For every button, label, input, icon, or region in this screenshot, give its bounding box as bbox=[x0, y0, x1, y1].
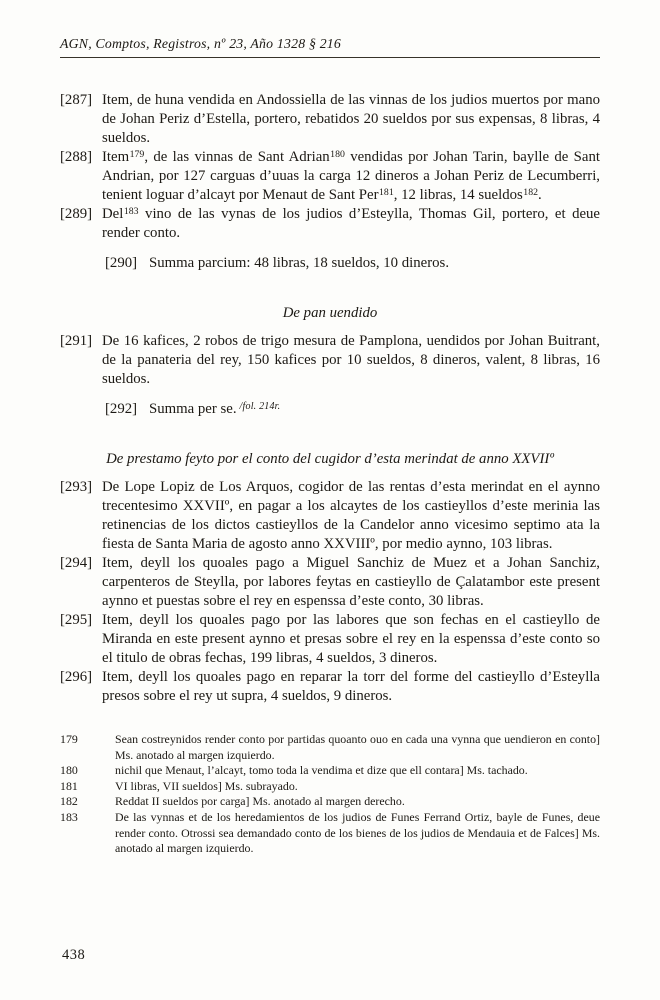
footnote-ref: 180 bbox=[330, 148, 345, 160]
footnote-number: 179 bbox=[60, 732, 78, 746]
entry-text: De Lope Lopiz de Los Arquos, cogidor de las rentas d’esta merindat en el aynno trecentesimo XXVIIº, en pagar a los alcaytes de los castieyllos d’este merinia las retinencias de los dictos castieyllos de la Candelor anno vicesimo septimo ata la fiesta de Santa Maria de agosto anno XXVIIIº, por medio aynno, 103 libras. bbox=[102, 479, 600, 552]
footnote-text: Sean costreynidos render conto por partidas quoanto ouo en cada una vynna que uendieron en conto] Ms. anotado al margen izquierdo. bbox=[115, 732, 600, 762]
entry-number: [294] bbox=[60, 555, 93, 571]
record-entry bbox=[60, 205, 600, 243]
entry-text: De 16 kafices, 2 robos de trigo mesura de Pamplona, uendidos por Johan Buitrant, de la panateria del rey, 150 kafices por 10 sueldos, 8 dineros, valent, 8 libras, 16 sueldos. bbox=[102, 333, 600, 387]
footnote-number: 183 bbox=[60, 809, 78, 824]
page-number: 438 bbox=[62, 947, 86, 963]
entry-text: Item$^{179}$, de las vinnas de Sant Adrian$^{180}$ vendidas por Johan Tarin, baylle de Sant Andrian, por 127 carguas d’uuas la carga 12 dineros a Johan Periz de Lecumberri, tenient loguar d’alcayt por Menaut de Sant Per$^{181}$, 12 libras, 14 sueldos$^{182}$. bbox=[102, 148, 600, 203]
footnote-text: VI libras, VII sueldos] Ms. subrayado. bbox=[115, 778, 298, 793]
footnote bbox=[60, 794, 600, 810]
footnote bbox=[60, 763, 600, 779]
summa-line bbox=[105, 400, 600, 419]
footnote bbox=[60, 810, 600, 857]
entry-number: [292] bbox=[105, 401, 138, 417]
footnote bbox=[60, 732, 600, 763]
entry-number: [291] bbox=[60, 333, 93, 349]
footnote-text: Reddat II sueldos por carga] Ms. anotado al margen derecho. bbox=[115, 794, 405, 809]
entry-text: Del$^{183}$ vino de las vynas de los judios d’Esteylla, Thomas Gil, portero, et deue render conto. bbox=[102, 205, 600, 241]
entry-text: Summa parcium: 48 libras, 18 sueldos, 10 dineros. bbox=[149, 255, 450, 271]
entry-number: [289] bbox=[60, 206, 93, 222]
footnote-ref: 179 bbox=[129, 148, 145, 160]
entry-number: [287] bbox=[60, 92, 93, 108]
entry-number: [293] bbox=[60, 479, 93, 495]
entry-text: Item, deyll los quoales pago en reparar la torr del forme del castieyllo d’Esteylla presos sobre el rey ut supra, 4 sueldos, 9 dineros. bbox=[102, 669, 600, 704]
folio-marker: /fol. 214r. bbox=[239, 400, 281, 412]
summa-line bbox=[105, 254, 600, 273]
entry-text: Item, deyll los quoales pago por las labores que son fechas en el castieyllo de Miranda en este present aynno et presas sobre el rey en la espenssa d’este conto so el titulo de obras fechas, 199 libras, 4 sueldos, 3 dineros. bbox=[102, 612, 600, 666]
footnote-text: De las vynnas et de los heredamientos de los judios de Funes Ferrand Ortiz, bayle de Funes, deue render conto. Otrossi sea demandado conto de los bienes de los judios de Mendauia et de Falces] Ms. anotado al margen izquierdo. bbox=[115, 809, 600, 856]
footnote-number: 182 bbox=[60, 794, 78, 809]
entry-text: Item, de huna vendida en Andossiella de las vinnas de los judios muertos por mano de Johan Periz d’Estella, portero, rebatidos 20 sueldos por sus expensas, 8 libras, 4 sueldos. bbox=[102, 92, 600, 146]
record-entry bbox=[60, 91, 600, 148]
section-heading: De pan uendido bbox=[282, 305, 378, 321]
entry-text: Summa per se. $^{/fol. 214r.}$ bbox=[149, 400, 281, 417]
record-entry bbox=[60, 148, 600, 205]
footnote-ref: 181 bbox=[379, 186, 394, 198]
entry-text: Item, deyll los quoales pago a Miguel Sanchiz de Muez et a Johan Sanchiz, carpenteros de Steylla, por labores feytas en castieyllo de Çalatambor este present aynno et puestas sobre el rey en espenssa d’este conto, 30 libras. bbox=[102, 555, 600, 609]
record-entry bbox=[60, 478, 600, 554]
footnote-number: 181 bbox=[60, 778, 78, 793]
footnote-ref: 182 bbox=[523, 186, 538, 198]
entry-number: [290] bbox=[105, 255, 138, 271]
footnote-ref: 183 bbox=[123, 205, 139, 217]
footnote-text: nichil que Menaut, l’alcayt, tomo toda la vendima et dize que ell contara] Ms. tachado. bbox=[115, 763, 528, 778]
entry-number: [295] bbox=[60, 612, 93, 628]
entry-number: [288] bbox=[60, 149, 93, 165]
record-entry bbox=[60, 668, 600, 706]
record-entry bbox=[60, 332, 600, 389]
footnote-number: 180 bbox=[60, 763, 78, 778]
section-heading: De prestamo feyto por el conto del cugidor d’esta merindat de anno XXVIIº bbox=[106, 451, 554, 467]
record-entry bbox=[60, 611, 600, 668]
footnotes bbox=[60, 732, 600, 857]
running-header-citation: AGN, Comptos, Registros, nº 23, Año 1328 § 216 bbox=[60, 36, 341, 51]
main-text bbox=[60, 91, 600, 706]
entry-number: [296] bbox=[60, 669, 93, 685]
running-header bbox=[60, 36, 600, 58]
header-rule bbox=[60, 57, 600, 58]
page-content bbox=[60, 36, 600, 857]
record-entry bbox=[60, 554, 600, 611]
footnote bbox=[60, 779, 600, 795]
